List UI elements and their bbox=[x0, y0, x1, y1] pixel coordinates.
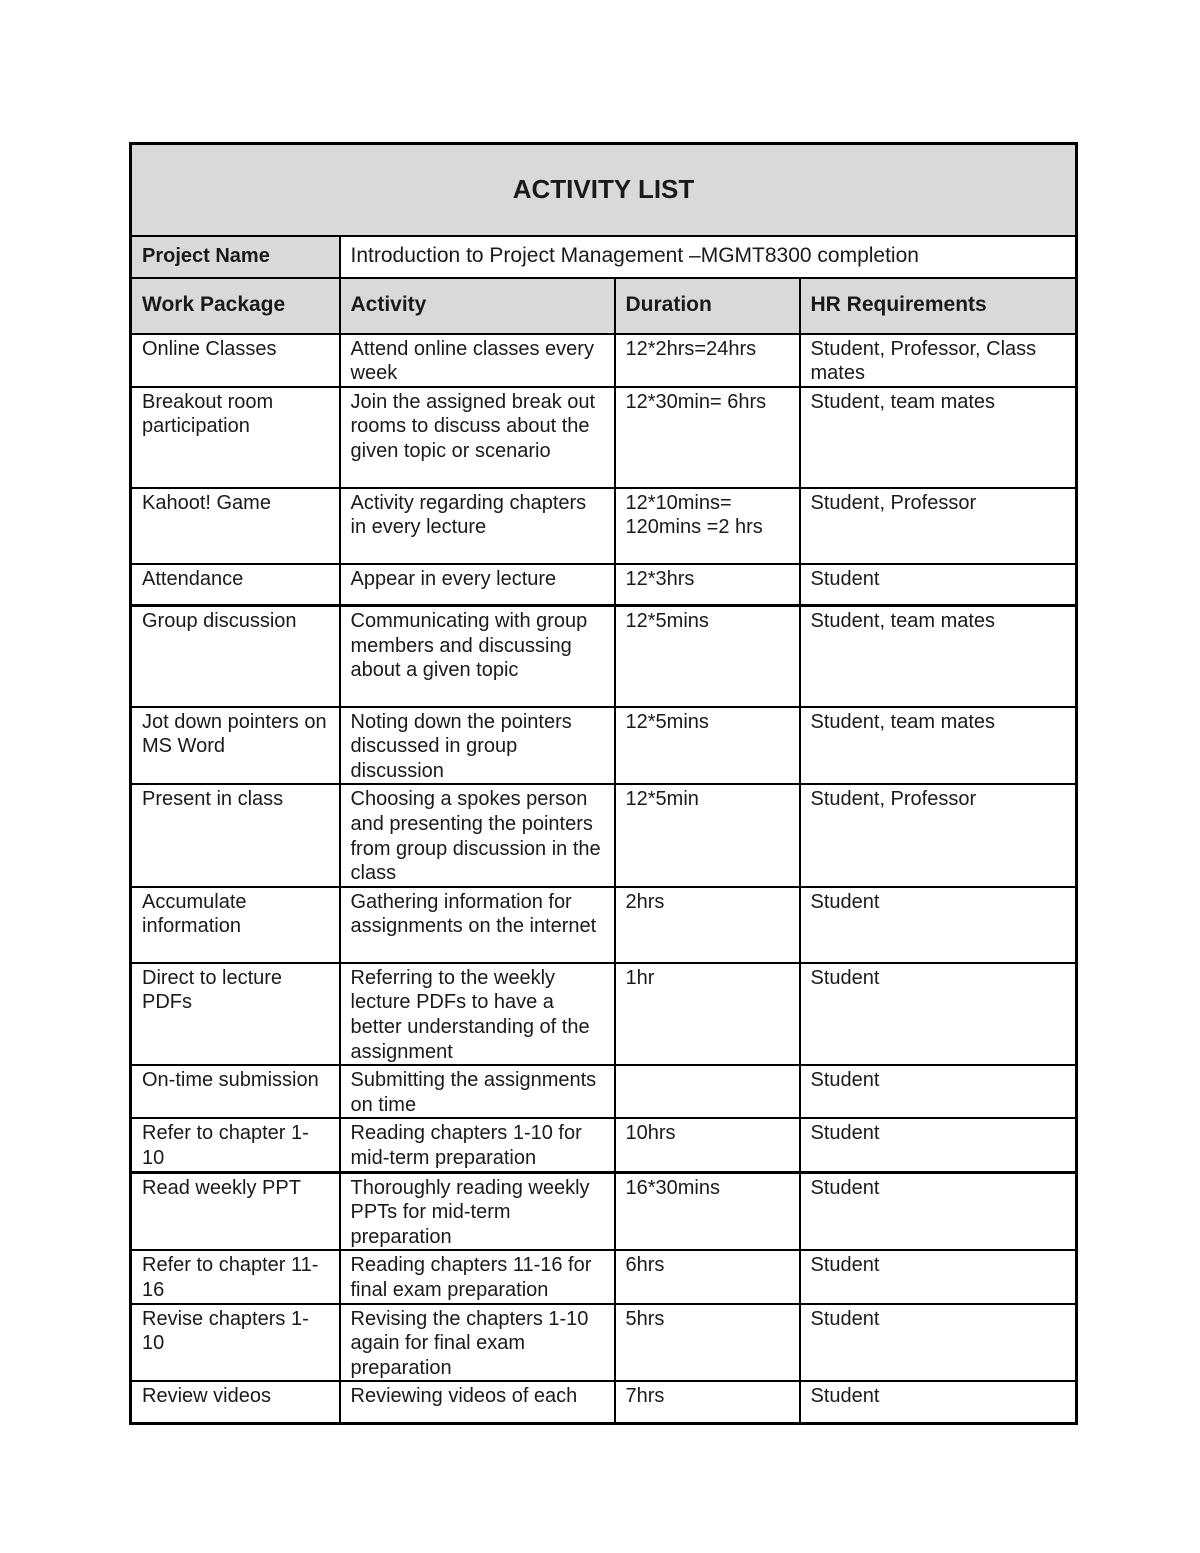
duration-cell: 2hrs bbox=[615, 887, 800, 963]
activity-cell: Activity regarding chapters in every lecture bbox=[340, 488, 615, 564]
work-package-cell: Online Classes bbox=[131, 334, 340, 387]
column-header-work-package: Work Package bbox=[131, 278, 340, 334]
work-package-cell: Jot down pointers on MS Word bbox=[131, 707, 340, 785]
duration-cell: 7hrs bbox=[615, 1381, 800, 1423]
table-body bbox=[131, 144, 1077, 1424]
hr-requirements-cell: Student, team mates bbox=[800, 387, 1077, 488]
hr-requirements-cell: Student bbox=[800, 564, 1077, 606]
project-name-label: Project Name bbox=[131, 236, 340, 278]
project-name-value: Introduction to Project Management –MGMT8300 completion bbox=[340, 236, 1077, 278]
table-row bbox=[131, 963, 1077, 1065]
table-row bbox=[131, 606, 1077, 707]
work-package-cell: Review videos bbox=[131, 1381, 340, 1423]
duration-cell: 12*5mins bbox=[615, 707, 800, 785]
hr-requirements-cell: Student bbox=[800, 1065, 1077, 1118]
work-package-cell: On-time submission bbox=[131, 1065, 340, 1118]
work-package-cell: Read weekly PPT bbox=[131, 1172, 340, 1250]
column-header-activity: Activity bbox=[340, 278, 615, 334]
work-package-cell: Direct to lecture PDFs bbox=[131, 963, 340, 1065]
hr-requirements-cell: Student bbox=[800, 1250, 1077, 1303]
work-package-cell: Breakout room participation bbox=[131, 387, 340, 488]
table-row bbox=[131, 707, 1077, 785]
duration-cell: 10hrs bbox=[615, 1118, 800, 1172]
activity-cell: Communicating with group members and discussing about a given topic bbox=[340, 606, 615, 707]
hr-requirements-cell: Student bbox=[800, 963, 1077, 1065]
activity-cell: Reading chapters 1-10 for mid-term preparation bbox=[340, 1118, 615, 1172]
duration-cell: 1hr bbox=[615, 963, 800, 1065]
table-row bbox=[131, 1172, 1077, 1250]
title-row bbox=[131, 144, 1077, 236]
activity-cell: Attend online classes every week bbox=[340, 334, 615, 387]
table-row bbox=[131, 1065, 1077, 1118]
duration-cell: 12*10mins= 120mins =2 hrs bbox=[615, 488, 800, 564]
table-title: ACTIVITY LIST bbox=[131, 144, 1077, 236]
hr-requirements-cell: Student, team mates bbox=[800, 606, 1077, 707]
duration-cell: 5hrs bbox=[615, 1304, 800, 1382]
activity-list-table bbox=[129, 142, 1078, 1425]
activity-cell: Appear in every lecture bbox=[340, 564, 615, 606]
column-header-hr-requirements: HR Requirements bbox=[800, 278, 1077, 334]
table-row bbox=[131, 1381, 1077, 1423]
hr-requirements-cell: Student, Professor, Class mates bbox=[800, 334, 1077, 387]
table-row bbox=[131, 488, 1077, 564]
hr-requirements-cell: Student bbox=[800, 1304, 1077, 1382]
work-package-cell: Present in class bbox=[131, 784, 340, 886]
duration-cell: 12*2hrs=24hrs bbox=[615, 334, 800, 387]
hr-requirements-cell: Student, Professor bbox=[800, 488, 1077, 564]
hr-requirements-cell: Student, team mates bbox=[800, 707, 1077, 785]
activity-cell: Reading chapters 11-16 for final exam preparation bbox=[340, 1250, 615, 1303]
activity-cell: Choosing a spokes person and presenting the pointers from group discussion in the class bbox=[340, 784, 615, 886]
duration-cell: 12*5min bbox=[615, 784, 800, 886]
activity-cell: Referring to the weekly lecture PDFs to have a better understanding of the assignment bbox=[340, 963, 615, 1065]
work-package-cell: Refer to chapter 11-16 bbox=[131, 1250, 340, 1303]
hr-requirements-cell: Student, Professor bbox=[800, 784, 1077, 886]
activity-cell: Noting down the pointers discussed in group discussion bbox=[340, 707, 615, 785]
activity-cell: Join the assigned break out rooms to discuss about the given topic or scenario bbox=[340, 387, 615, 488]
hr-requirements-cell: Student bbox=[800, 1381, 1077, 1423]
hr-requirements-cell: Student bbox=[800, 887, 1077, 963]
work-package-cell: Kahoot! Game bbox=[131, 488, 340, 564]
work-package-cell: Attendance bbox=[131, 564, 340, 606]
duration-cell: 12*30min= 6hrs bbox=[615, 387, 800, 488]
duration-cell bbox=[615, 1065, 800, 1118]
duration-cell: 16*30mins bbox=[615, 1172, 800, 1250]
duration-cell: 6hrs bbox=[615, 1250, 800, 1303]
column-header-duration: Duration bbox=[615, 278, 800, 334]
work-package-cell: Group discussion bbox=[131, 606, 340, 707]
duration-cell: 12*5mins bbox=[615, 606, 800, 707]
work-package-cell: Refer to chapter 1-10 bbox=[131, 1118, 340, 1172]
table-row bbox=[131, 887, 1077, 963]
work-package-cell: Revise chapters 1-10 bbox=[131, 1304, 340, 1382]
table-row bbox=[131, 1118, 1077, 1172]
activity-cell: Revising the chapters 1-10 again for final exam preparation bbox=[340, 1304, 615, 1382]
project-name-row bbox=[131, 236, 1077, 278]
table-row bbox=[131, 784, 1077, 886]
table-row bbox=[131, 1250, 1077, 1303]
table-row bbox=[131, 1304, 1077, 1382]
table-row bbox=[131, 334, 1077, 387]
header-row bbox=[131, 278, 1077, 334]
activity-cell: Gathering information for assignments on the internet bbox=[340, 887, 615, 963]
table-row bbox=[131, 564, 1077, 606]
hr-requirements-cell: Student bbox=[800, 1118, 1077, 1172]
work-package-cell: Accumulate information bbox=[131, 887, 340, 963]
activity-cell: Thoroughly reading weekly PPTs for mid-term preparation bbox=[340, 1172, 615, 1250]
hr-requirements-cell: Student bbox=[800, 1172, 1077, 1250]
activity-cell: Submitting the assignments on time bbox=[340, 1065, 615, 1118]
table-row bbox=[131, 387, 1077, 488]
duration-cell: 12*3hrs bbox=[615, 564, 800, 606]
activity-cell: Reviewing videos of each bbox=[340, 1381, 615, 1423]
